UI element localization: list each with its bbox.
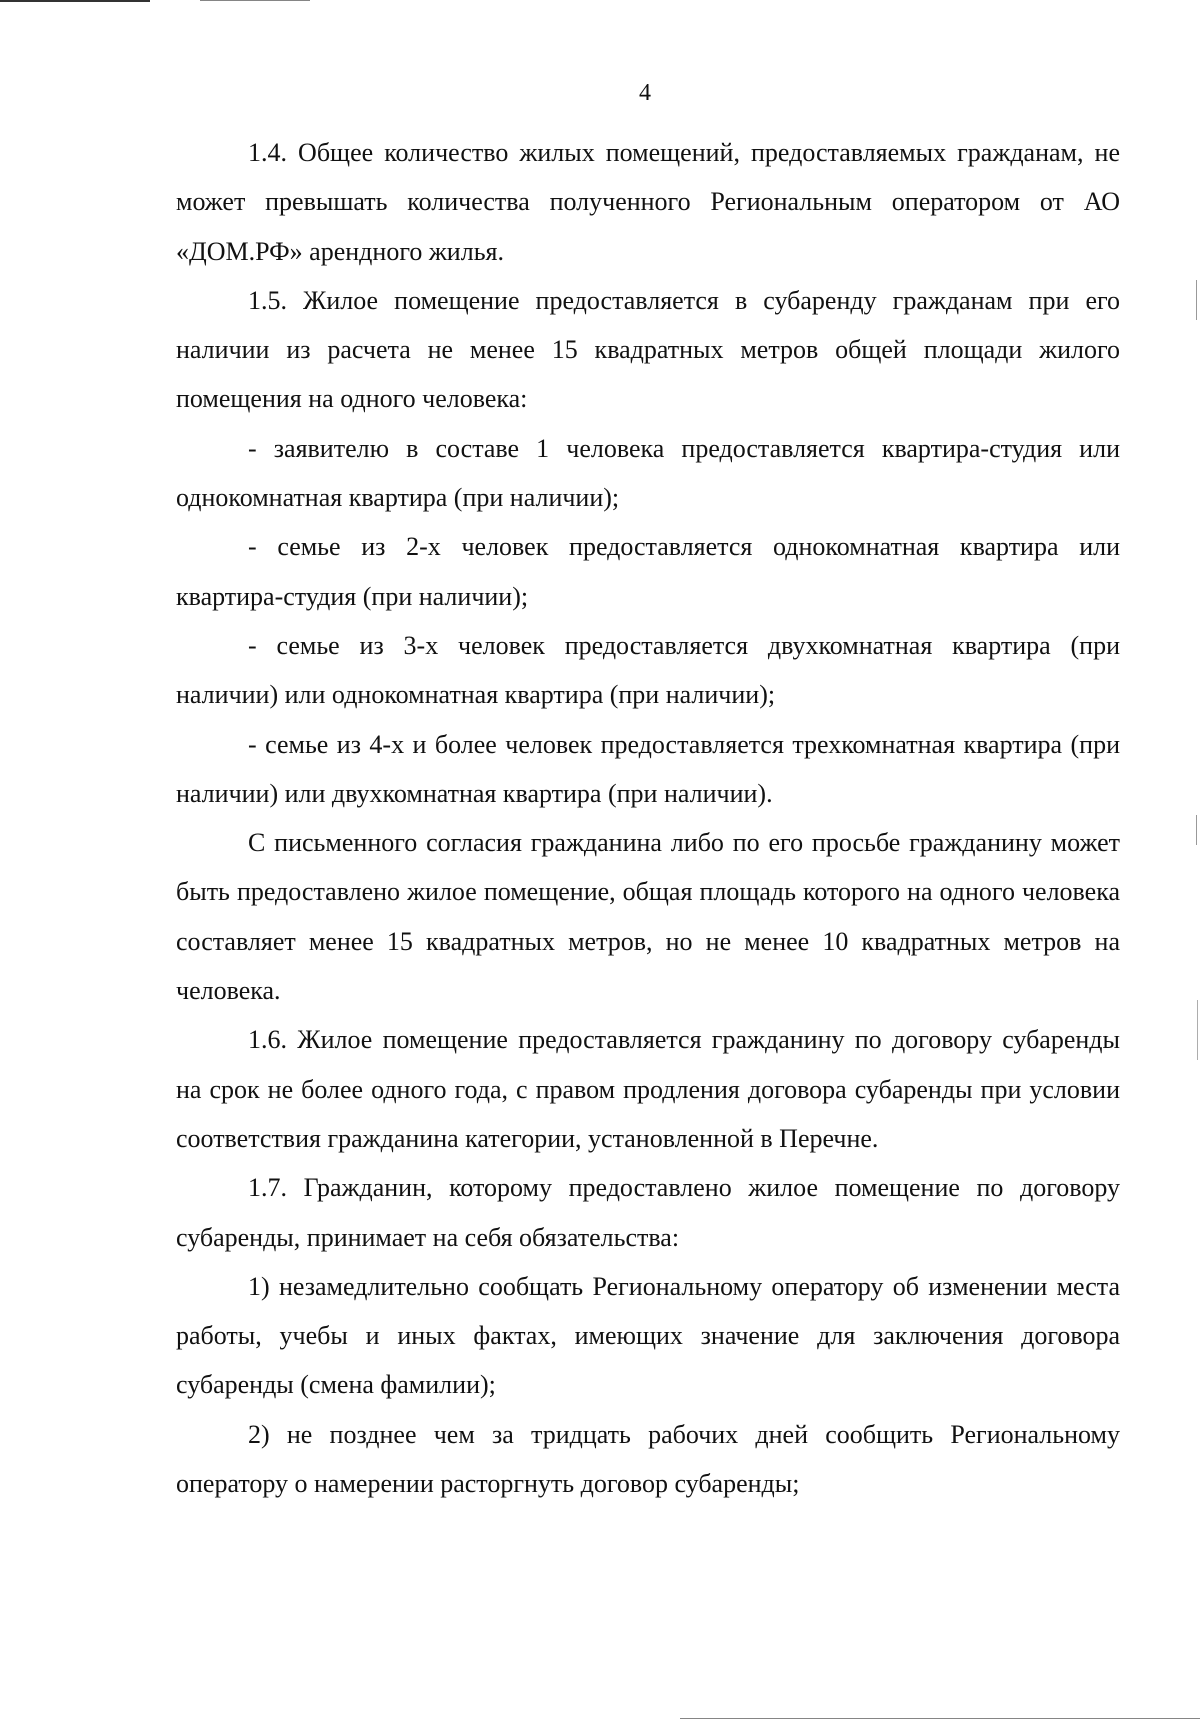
- list-item-4-persons: - семье из 4-х и более человек предоставляется трехкомнатная квартира (при наличии) или двухкомнатная квартира (при наличии).: [176, 729, 1120, 808]
- scan-artifact-right-mark: [1196, 815, 1197, 845]
- scan-artifact-right-mark: [1197, 1000, 1198, 1060]
- obligation-2: 2) не позднее чем за тридцать рабочих дней сообщить Региональному оператору о намерении расторгнуть договор субаренды;: [176, 1419, 1120, 1499]
- list-item-2-persons: - семье из 2-х человек предоставляется однокомнатная квартира или квартира-студия (при наличии);: [176, 532, 1120, 611]
- paragraph-1-5: 1.5. Жилое помещение предоставляется в субаренду гражданам при его наличии из расчета не менее 15 квадратных метров общей площади жилого помещения на одного человека:: [176, 285, 1120, 414]
- document-body: [176, 128, 1120, 1508]
- paragraph-1-7: 1.7. Гражданин, которому предоставлено жилое помещение по договору субаренды, принимает на себя обязательства:: [176, 1173, 1120, 1252]
- list-item-1-person: - заявителю в составе 1 человека предоставляется квартира-студия или однокомнатная квартира (при наличии);: [176, 433, 1120, 513]
- scan-artifact-top-line: [200, 0, 310, 1]
- paragraph-1-6: 1.6. Жилое помещение предоставляется гражданину по договору субаренды на срок не более одного года, с правом продления договора субаренды при условии соответствия гражданина категории, установленной в Перечне.: [176, 1025, 1120, 1153]
- scan-artifact-right-mark: [1196, 280, 1197, 320]
- paragraph-1-4: 1.4. Общее количество жилых помещений, предоставляемых гражданам, не может превышать количества полученного Региональным оператором от АО «ДОМ.РФ» арендного жилья.: [176, 138, 1120, 266]
- scan-artifact-bottom-line: [680, 1718, 1200, 1719]
- paragraph-written-consent: С письменного согласия гражданина либо по его просьбе гражданину может быть предоставлено жилое помещение, общая площадь которого на одного человека составляет менее 15 квадратных метров, но не менее 10 квадратных метров на человека.: [176, 828, 1120, 1006]
- list-item-3-persons: - семье из 3-х человек предоставляется двухкомнатная квартира (при наличии) или однокомнатная квартира (при наличии);: [176, 630, 1120, 710]
- obligation-1: 1) незамедлительно сообщать Региональному оператору об изменении места работы, учебы и иных фактах, имеющих значение для заключения договора субаренды (смена фамилии);: [176, 1271, 1120, 1400]
- scan-artifact-top-line: [0, 0, 150, 2]
- page-number: 4: [639, 80, 651, 106]
